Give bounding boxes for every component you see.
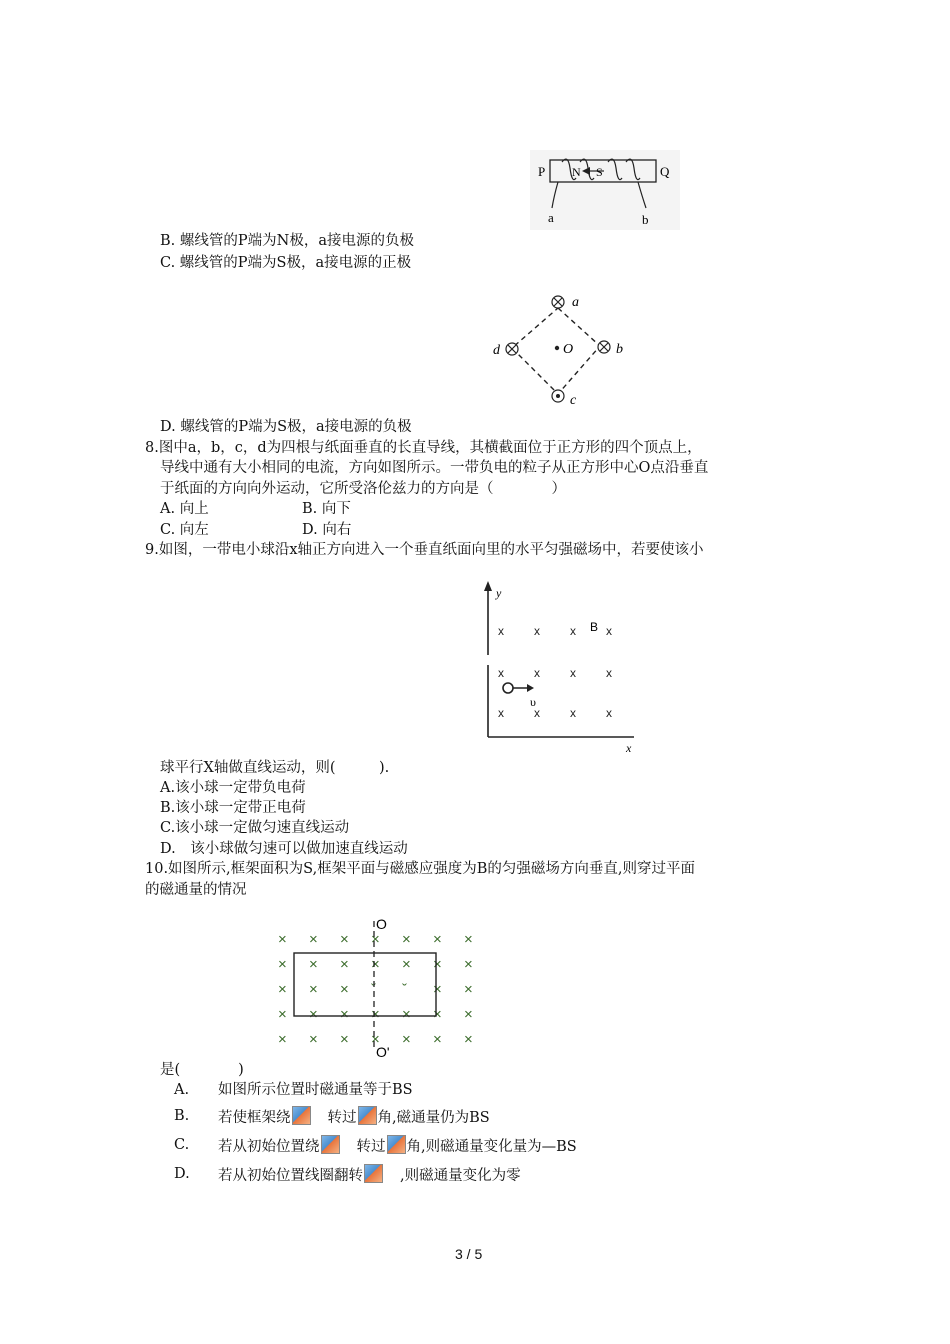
svg-text:×: × (433, 1031, 442, 1048)
q10-option-b-text (218, 1106, 490, 1128)
svg-text:x: x (498, 666, 504, 680)
label-O-top: O (376, 916, 387, 932)
q10-option-c-part1: 若从初始位置绕 (218, 1139, 320, 1155)
svg-text:×: × (371, 1006, 380, 1023)
broken-image-icon (292, 1106, 311, 1125)
svg-text:x: x (498, 624, 504, 638)
svg-text:x: x (570, 706, 576, 720)
svg-text:x: x (534, 706, 540, 720)
svg-text:×: × (464, 1031, 473, 1048)
q8-stem-line1: 8.图中a，b，c，d为四根与纸面垂直的长直导线，其横截面位于正方形的四个顶点上， (145, 440, 702, 456)
svg-text:×: × (309, 981, 318, 998)
q7-option-b: B. 螺线管的P端为N极，a接电源的负极 (160, 233, 414, 249)
svg-text:×: × (309, 931, 318, 948)
q8-option-c: C. 向左 (160, 522, 209, 538)
q8-option-a: A. 向上 (160, 501, 209, 517)
q10-option-b-part2: 转过 (327, 1110, 357, 1126)
svg-text:x: x (534, 624, 540, 638)
svg-text:×: × (371, 956, 380, 973)
q9-stem-line1: 9.如图，一带电小球沿x轴正方向进入一个垂直纸面向里的水平匀强磁场中，若要使该小 (145, 542, 704, 558)
label-B: B (590, 620, 599, 634)
label-v: υ (530, 695, 536, 709)
svg-text:×: × (464, 956, 473, 973)
svg-text:×: × (402, 956, 411, 973)
svg-text:×: × (371, 1031, 380, 1048)
q7-option-c: C. 螺线管的P端为S极，a接电源的正极 (160, 255, 412, 271)
svg-text:×: × (464, 1006, 473, 1023)
q10-option-d-part1: 若从初始位置线圈翻转 (218, 1168, 363, 1184)
svg-text:×: × (340, 931, 349, 948)
svg-text:ˇ: ˇ (402, 981, 407, 998)
q10-stem-line1: 10.如图所示,框架面积为S,框架平面与磁感应强度为B的匀强磁场方向垂直,则穿过平面 (145, 861, 695, 877)
svg-text:x: x (606, 706, 612, 720)
q10-option-c-part3: 角,则磁通量变化量为—BS (406, 1139, 577, 1155)
svg-text:×: × (278, 931, 287, 948)
label-a: a (548, 210, 554, 225)
label-O-bottom: O' (376, 1044, 390, 1060)
svg-text:×: × (433, 981, 442, 998)
svg-text:×: × (278, 1006, 287, 1023)
broken-image-icon (364, 1164, 383, 1183)
svg-text:×: × (464, 981, 473, 998)
q10-option-c-text (218, 1135, 577, 1157)
q9-option-b: B.该小球一定带正电荷 (160, 800, 306, 816)
label-x: x (626, 741, 632, 755)
svg-text:x: x (606, 666, 612, 680)
q10-option-c-letter: C. (174, 1137, 190, 1153)
label-S: S (596, 165, 603, 179)
label-a: a (572, 295, 579, 310)
q10-stem-end: 是( ) (160, 1062, 244, 1078)
svg-text:x: x (498, 706, 504, 720)
svg-text:x: x (570, 624, 576, 638)
q9-stem-line2: 球平行X轴做直线运动，则( ). (160, 760, 390, 776)
svg-text:×: × (371, 931, 380, 948)
svg-text:ˇ: ˇ (371, 981, 376, 998)
q10-option-d-text (218, 1164, 521, 1186)
svg-text:×: × (278, 1031, 287, 1048)
svg-text:×: × (402, 1031, 411, 1048)
broken-image-icon (358, 1106, 377, 1125)
q10-option-d-letter: D. (174, 1166, 190, 1182)
svg-text:×: × (309, 1006, 318, 1023)
svg-text:×: × (340, 1031, 349, 1048)
q8-option-d: D. 向右 (302, 522, 352, 538)
frame-in-field-figure (270, 915, 490, 1060)
page-number: 3 / 5 (455, 1246, 483, 1262)
label-b: b (616, 342, 623, 357)
label-d: d (493, 343, 500, 358)
q9-option-d: D. 该小球做匀速可以做加速直线运动 (160, 841, 408, 857)
q10-option-a-letter: A. (174, 1082, 190, 1098)
q8-stem-line2: 导线中通有大小相同的电流，方向如图所示。一带负电的粒子从正方形中心O点沿垂直 (160, 460, 709, 476)
q7-option-d: D. 螺线管的P端为S极，a接电源的负极 (160, 419, 412, 435)
label-O: O (563, 342, 574, 357)
svg-text:×: × (433, 931, 442, 948)
label-N: N (572, 165, 581, 179)
wires-square-figure (482, 286, 637, 414)
svg-text:×: × (309, 1031, 318, 1048)
svg-text:×: × (278, 956, 287, 973)
q10-option-a-text: 如图所示位置时磁通量等于BS (218, 1082, 413, 1098)
label-Q: Q (660, 164, 670, 179)
svg-text:x: x (570, 666, 576, 680)
svg-text:×: × (340, 981, 349, 998)
q10-option-c-part2: 转过 (356, 1139, 386, 1155)
q10-option-b-part1: 若使框架绕 (218, 1110, 291, 1126)
svg-text:×: × (340, 1006, 349, 1023)
svg-text:×: × (309, 956, 318, 973)
label-P: P (538, 164, 546, 179)
q9-option-a: A.该小球一定带负电荷 (160, 780, 306, 796)
label-y: y (496, 586, 502, 600)
broken-image-icon (321, 1135, 340, 1154)
q8-option-b: B. 向下 (302, 501, 351, 517)
label-c: c (570, 393, 577, 408)
svg-text:×: × (433, 956, 442, 973)
svg-text:×: × (340, 956, 349, 973)
q10-option-b-letter: B. (174, 1108, 190, 1124)
svg-text:×: × (402, 1006, 411, 1023)
svg-text:×: × (402, 931, 411, 948)
q10-option-d-part2: ,则磁通量变化为零 (400, 1168, 521, 1184)
q8-stem-line3: 于纸面的方向向外运动，它所受洛伦兹力的方向是（ ） (160, 481, 566, 497)
svg-text:x: x (606, 624, 612, 638)
svg-text:×: × (464, 931, 473, 948)
q9-option-c: C.该小球一定做匀速直线运动 (160, 820, 350, 836)
label-b: b (642, 212, 649, 227)
svg-text:×: × (278, 981, 287, 998)
q10-stem-line2: 的磁通量的情况 (145, 882, 247, 898)
svg-text:x: x (534, 666, 540, 680)
broken-image-icon (387, 1135, 406, 1154)
solenoid-figure (530, 150, 680, 230)
q10-option-b-part3: 角,磁通量仍为BS (377, 1110, 490, 1126)
svg-text:×: × (433, 1006, 442, 1023)
magnetic-field-ball-figure (476, 575, 646, 760)
